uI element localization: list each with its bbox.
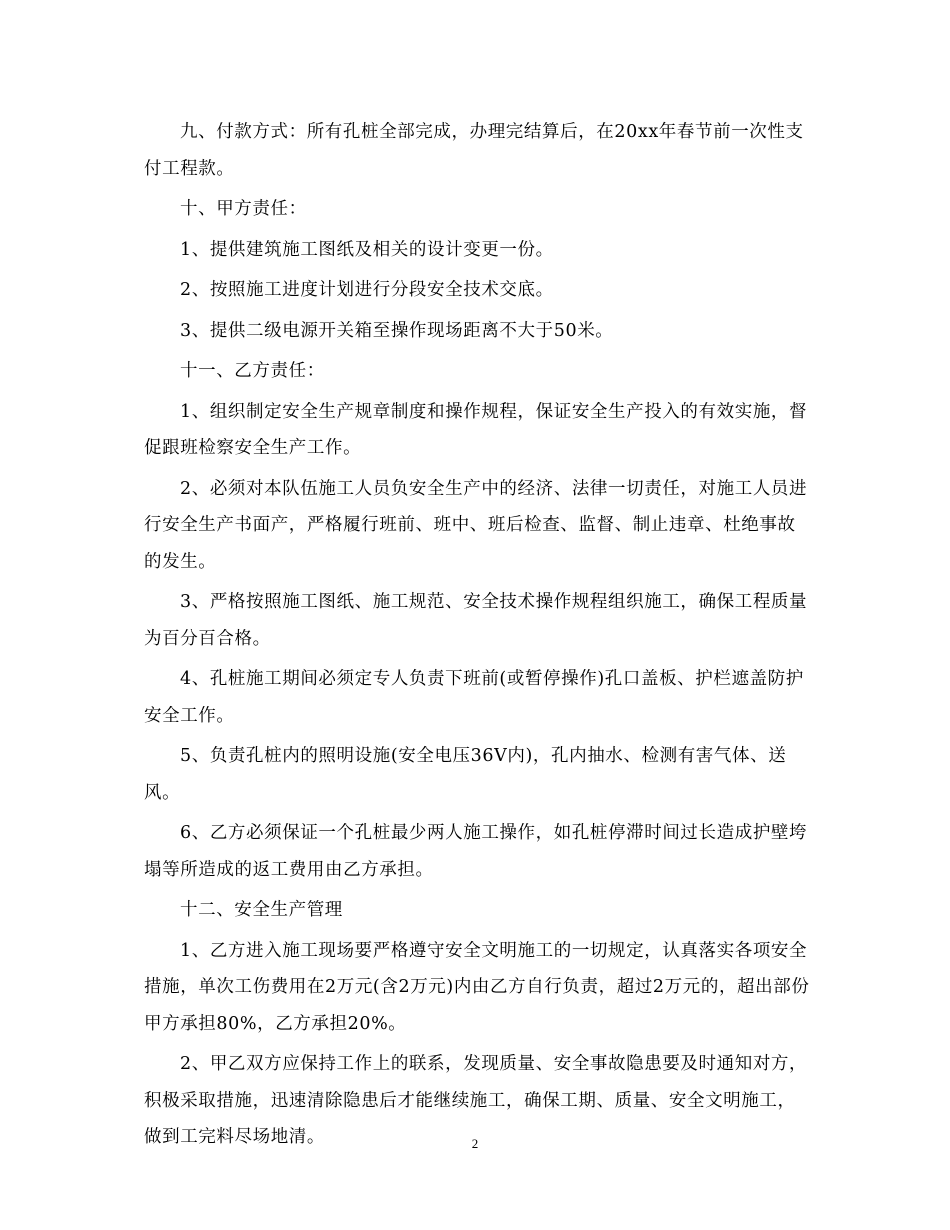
paragraph-party-b-duty-1: 1、组织制定安全生产规章制度和操作规程，保证安全生产投入的有效实施，督促跟班检察安全生产工作。 [144, 401, 808, 458]
page-number: 2 [471, 1136, 479, 1151]
heading-party-a-duties: 十、甲方责任： [180, 199, 307, 219]
paragraph-party-a-duty-3: 3、提供二级电源开关箱至操作现场距离不大于50米。 [180, 320, 614, 341]
paragraph-safety-2: 2、甲乙双方应保持工作上的联系，发现质量、安全事故隐患要及时通知对方，积极采取措施，迅速清除隐患后才能继续施工，确保工期、质量、安全文明施工，做到工完料尽场地清。 [144, 1054, 808, 1147]
paragraph-payment-method: 九、付款方式：所有孔桩全部完成，办理完结算后，在20xx年春节前一次性支付工程款。 [144, 122, 804, 179]
heading-safety-management: 十二、安全生产管理 [180, 900, 343, 920]
paragraph-party-a-duty-2: 2、按照施工进度计划进行分段安全技术交底。 [180, 280, 554, 300]
document-body [144, 114, 810, 1160]
paragraph-party-b-duty-3: 3、严格按照施工图纸、施工规范、安全技术操作规程组织施工，确保工程质量为百分百合格。 [144, 592, 808, 649]
paragraph-safety-1: 1、乙方进入施工现场要严格遵守安全文明施工的一切规定，认真落实各项安全措施，单次工伤费用在2万元(含2万元)内由乙方自行负责，超过2万元的，超出部份甲方承担80%，乙方承担20%。 [144, 940, 810, 1034]
paragraph-party-a-duty-1: 1、提供建筑施工图纸及相关的设计变更一份。 [180, 239, 554, 260]
heading-party-b-duties: 十一、乙方责任： [180, 361, 325, 381]
paragraph-party-b-duty-5: 5、负责孔桩内的照明设施(安全电压36V内)，孔内抽水、检测有害气体、送风。 [144, 746, 787, 803]
paragraph-party-b-duty-2: 2、必须对本队伍施工人员负安全生产中的经济、法律一切责任，对施工人员进行安全生产书面产，严格履行班前、班中、班后检查、监督、制止违章、杜绝事故的发生。 [144, 478, 808, 572]
paragraph-party-b-duty-6: 6、乙方必须保证一个孔桩最少两人施工操作，如孔桩停滞时间过长造成护壁垮塌等所造成的返工费用由乙方承担。 [144, 823, 808, 880]
paragraph-party-b-duty-4: 4、孔桩施工期间必须定专人负责下班前(或暂停操作)孔口盖板、护栏遮盖防护安全工作。 [144, 669, 804, 726]
